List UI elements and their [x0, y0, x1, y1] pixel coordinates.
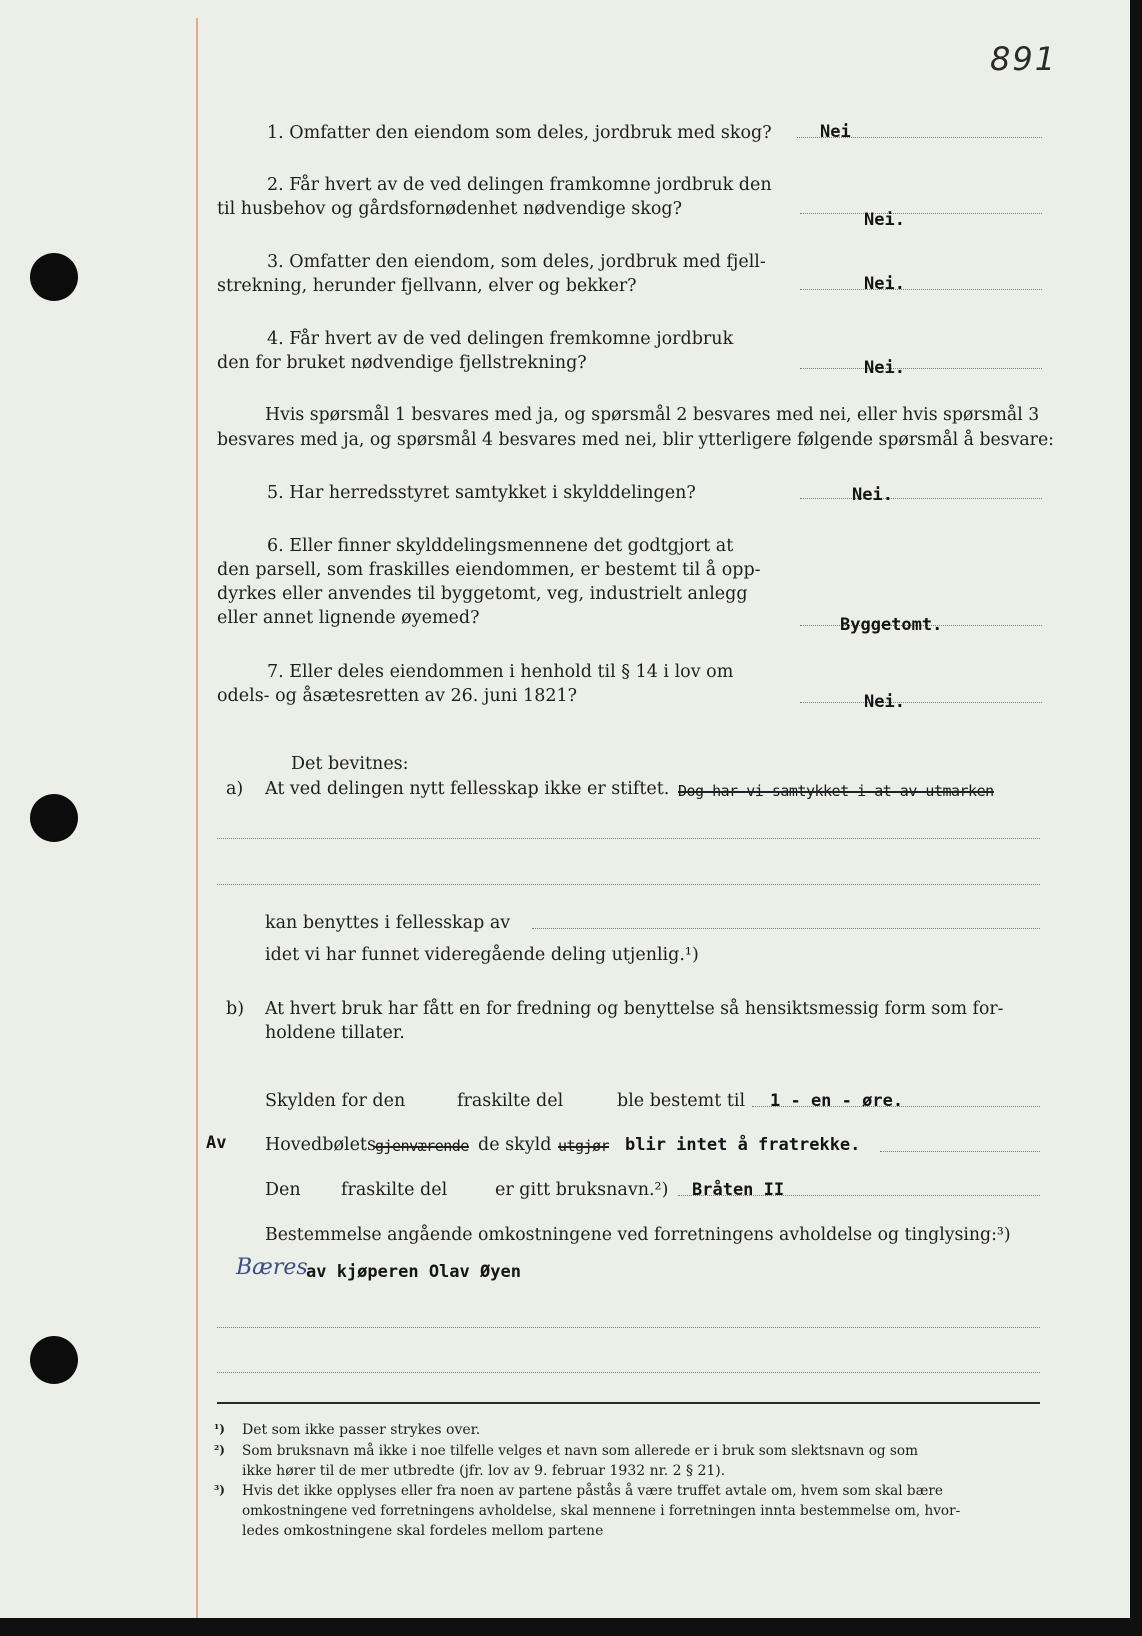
- question-6-line-1: 6. Eller finner skylddelingsmennene det godtgjort at: [267, 536, 734, 556]
- tax-line-1-mid: fraskilte del: [457, 1091, 564, 1111]
- blank-line: [217, 1327, 1040, 1328]
- reason-text: idet vi har funnet videregående deling utjenlig.¹): [265, 945, 699, 965]
- tax-line-2-struck-1: gjenværende: [375, 1137, 469, 1155]
- blank-line: [217, 884, 1040, 885]
- question-6-line-3: dyrkes eller anvendes til byggetomt, veg, industrielt anlegg: [217, 584, 748, 604]
- answer-2: Nei.: [864, 210, 905, 230]
- answer-line: [800, 289, 1042, 290]
- common-use-text: kan benyttes i fellesskap av: [265, 913, 511, 933]
- tax-line-1-post: ble bestemt til: [617, 1091, 746, 1111]
- answer-1: Nei: [820, 122, 851, 142]
- question-7-line-2: odels- og åsætesretten av 26. juni 1821?: [217, 686, 577, 706]
- binder-hole: [30, 794, 78, 842]
- costs-value: av kjøperen Olav Øyen: [306, 1262, 521, 1282]
- conditional-intro-line-1: Hvis spørsmål 1 besvares med ja, og spørsmål 2 besvares med nei, eller hvis spørsmål 3: [265, 405, 1040, 425]
- answer-3: Nei.: [864, 274, 905, 294]
- question-3-line-2: strekning, herunder fjellvann, elver og bekker?: [217, 276, 637, 296]
- tax-line-2-pre: Hovedbølets: [265, 1135, 376, 1155]
- footnote-3-line-1: Hvis det ikke opplyses eller fra noen av partene påstås å være truffet avtale om, hvem som skal bære: [242, 1483, 943, 1499]
- tax-line-2-value: blir intet å fratrekke.: [625, 1135, 861, 1155]
- footnote-3-line-2: omkostningene ved forretningens avholdelse, skal mennene i forretningen innta bestemmelse om, hvor-: [242, 1503, 961, 1519]
- question-7-line-1: 7. Eller deles eiendommen i henhold til § 14 i lov om: [267, 662, 734, 682]
- footnote-2-line-2: ikke hører til de mer utbredte (jfr. lov av 9. februar 1932 nr. 2 § 21).: [242, 1463, 726, 1479]
- tax-line-3-post: er gitt bruksnavn.²): [495, 1180, 669, 1200]
- footnote-1-line-1: Det som ikke passer strykes over.: [242, 1422, 481, 1438]
- tax-line-2-mid: de skyld: [478, 1135, 552, 1155]
- question-4-line-1: 4. Får hvert av de ved delingen fremkomne jordbruk: [267, 329, 734, 349]
- footnote-1-mark: ¹): [214, 1422, 225, 1436]
- binder-hole: [30, 253, 78, 301]
- tax-line-3-mid: fraskilte del: [341, 1180, 448, 1200]
- tax-line-1-pre: Skylden for den: [265, 1091, 406, 1111]
- blank-line: [217, 838, 1040, 839]
- certify-b-label: b): [226, 999, 245, 1019]
- answer-5: Nei.: [852, 485, 893, 505]
- answer-line: [800, 702, 1042, 703]
- tax-line-2-margin: Av: [206, 1133, 227, 1153]
- question-6-line-4: eller annet lignende øyemed?: [217, 608, 480, 628]
- question-6-line-2: den parsell, som fraskilles eiendommen, er bestemt til å opp-: [217, 560, 761, 580]
- answer-line: [800, 213, 1042, 214]
- answer-4: Nei.: [864, 358, 905, 378]
- tax-line-2-struck-2: utgjør: [558, 1137, 610, 1155]
- question-5: 5. Har herredsstyret samtykket i skylddelingen?: [267, 483, 696, 503]
- tax-line-3-value: Bråten II: [692, 1180, 785, 1200]
- question-4-line-2: den for bruket nødvendige fjellstrekning?: [217, 353, 587, 373]
- page-number: 891: [990, 40, 1058, 78]
- binder-hole: [30, 1336, 78, 1384]
- question-2-line-2: til husbehov og gårdsfornødenhet nødvendige skog?: [217, 199, 682, 219]
- footnote-divider: [217, 1402, 1040, 1404]
- tax-line-1-value: 1 - en - øre.: [770, 1091, 904, 1111]
- answer-line: [880, 1151, 1040, 1152]
- answer-7: Nei.: [864, 692, 905, 712]
- certify-a-struck-text: Dog har vi samtykket i at av utmarken: [678, 782, 994, 800]
- certify-b-line-1: At hvert bruk har fått en for fredning og benyttelse så hensiktsmessig form som for-: [265, 999, 1004, 1019]
- footnote-2-line-1: Som bruksnavn må ikke i noe tilfelle velges et navn som allerede er i bruk som slektsnavn og som: [242, 1443, 918, 1459]
- question-2-line-1: 2. Får hvert av de ved delingen framkomne jordbruk den: [267, 175, 772, 195]
- certify-heading: Det bevitnes:: [291, 754, 409, 774]
- certify-a-label: a): [226, 779, 244, 799]
- question-3-line-1: 3. Omfatter den eiendom, som deles, jordbruk med fjell-: [267, 252, 766, 272]
- blank-line: [532, 928, 1040, 929]
- costs-handwritten: Bæres: [236, 1255, 308, 1280]
- footnote-2-mark: ²): [214, 1443, 225, 1457]
- answer-6: Byggetomt.: [840, 615, 943, 635]
- conditional-intro-line-2: besvares med ja, og spørsmål 4 besvares med nei, blir ytterligere følgende spørsmål å besvare:: [217, 430, 1054, 450]
- certify-b-line-2: holdene tillater.: [265, 1023, 405, 1043]
- answer-line: [800, 498, 1042, 499]
- tax-line-3-pre: Den: [265, 1180, 301, 1200]
- blank-line: [217, 1372, 1040, 1373]
- footnote-3-line-3: ledes omkostningene skal fordeles mellom partene: [242, 1523, 604, 1539]
- margin-line: [196, 18, 198, 1618]
- answer-line: [800, 368, 1042, 369]
- certify-a-text: At ved delingen nytt fellesskap ikke er stiftet.: [265, 779, 670, 799]
- question-1: 1. Omfatter den eiendom som deles, jordbruk med skog?: [267, 123, 772, 143]
- costs-label: Bestemmelse angående omkostningene ved forretningens avholdelse og tinglysing:³): [265, 1225, 1011, 1245]
- footnote-3-mark: ³): [214, 1483, 225, 1497]
